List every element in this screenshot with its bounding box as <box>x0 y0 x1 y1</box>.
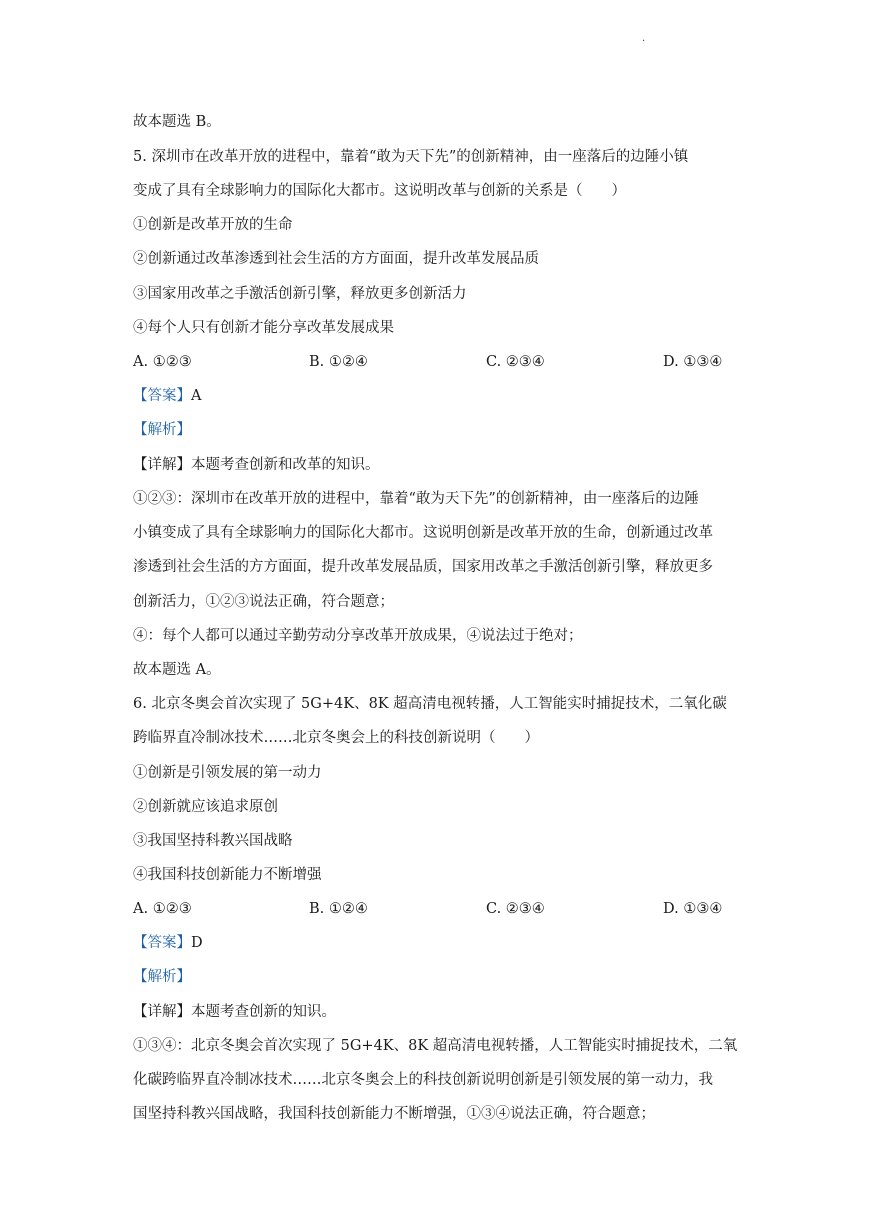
answer-value: A <box>191 388 202 404</box>
q6-statement-4: ④我国科技创新能力不断增强 <box>133 867 322 883</box>
q5-statement-4: ④每个人只有创新才能分享改革发展成果 <box>133 320 394 336</box>
q6-detail-line-2: 化碳跨临界直冷制冰技术……北京冬奥会上的科技创新说明创新是引领发展的第一动力，我 <box>133 1072 713 1088</box>
q5-option-d: D. ①③④ <box>663 354 723 370</box>
q6-option-d: D. ①③④ <box>663 901 723 917</box>
q5-detail-line-2: 小镇变成了具有全球影响力的国际化大都市。这说明创新是改革开放的生命，创新通过改革 <box>133 525 713 541</box>
q5-analysis-label: 【解析】 <box>133 422 191 438</box>
q5-option-c: C. ②③④ <box>486 354 545 370</box>
q6-detail-line-1: ①③④：北京冬奥会首次实现了 5G+4K、8K 超高清电视转播，人工智能实时捕捉技术，二氧 <box>133 1038 738 1054</box>
q6-detail-heading <box>133 1002 336 1022</box>
q6-answer <box>133 933 203 953</box>
detail-intro: 本题考查创新和改革的知识。 <box>191 457 380 473</box>
q5-stem-line-1: 5. 深圳市在改革开放的进程中，靠着“敢为天下先”的创新精神，由一座落后的边陲小镇 <box>133 149 689 165</box>
q5-conclusion: 故本题选 A。 <box>133 662 221 678</box>
q5-detail-line-3: 渗透到社会生活的方方面面，提升改革发展品质，国家用改革之手激活创新引擎，释放更多 <box>133 559 713 575</box>
q5-detail-heading <box>133 455 380 475</box>
q6-option-b: B. ①②④ <box>309 901 368 917</box>
q6-detail-line-3: 国坚持科教兴国战略，我国科技创新能力不断增强，①③④说法正确，符合题意； <box>133 1106 655 1122</box>
answer-label: 【答案】 <box>133 935 191 951</box>
page-mark: . <box>642 33 646 44</box>
q6-statement-2: ②创新就应该追求原创 <box>133 799 278 815</box>
answer-label: 【答案】 <box>133 388 191 404</box>
detail-intro: 本题考查创新的知识。 <box>191 1004 336 1020</box>
q6-stem-line-1: 6. 北京冬奥会首次实现了 5G+4K、8K 超高清电视转播，人工智能实时捕捉技术，二氧化碳 <box>133 696 727 712</box>
q6-analysis-label: 【解析】 <box>133 969 191 985</box>
q6-statement-1: ①创新是引领发展的第一动力 <box>133 765 322 781</box>
q5-stem-line-2: 变成了具有全球影响力的国际化大都市。这说明改革与创新的关系是（ ） <box>133 183 626 199</box>
q6-stem-line-2: 跨临界直冷制冰技术……北京冬奥会上的科技创新说明（ ） <box>133 730 539 746</box>
q6-option-a: A. ①②③ <box>133 901 192 917</box>
q5-option-b: B. ①②④ <box>309 354 368 370</box>
q5-detail-line-4: 创新活力，①②③说法正确，符合题意； <box>133 594 394 610</box>
answer-value: D <box>191 935 203 951</box>
q5-statement-2: ②创新通过改革渗透到社会生活的方方面面，提升改革发展品质 <box>133 251 539 267</box>
q5-answer <box>133 386 201 406</box>
q6-statement-3: ③我国坚持科教兴国战略 <box>133 833 293 849</box>
q5-detail-line-1: ①②③：深圳市在改革开放的进程中，靠着“敢为天下先”的创新精神，由一座落后的边陲 <box>133 491 699 507</box>
q6-option-c: C. ②③④ <box>486 901 545 917</box>
detail-label: 【详解】 <box>133 457 191 473</box>
q5-detail-line-5: ④：每个人都可以通过辛勤劳动分享改革开放成果，④说法过于绝对； <box>133 628 583 644</box>
q5-statement-3: ③国家用改革之手激活创新引擎，释放更多创新活力 <box>133 286 467 302</box>
q5-statement-1: ①创新是改革开放的生命 <box>133 217 293 233</box>
prev-conclusion: 故本题选 B。 <box>133 114 221 130</box>
q5-option-a: A. ①②③ <box>133 354 192 370</box>
detail-label: 【详解】 <box>133 1004 191 1020</box>
